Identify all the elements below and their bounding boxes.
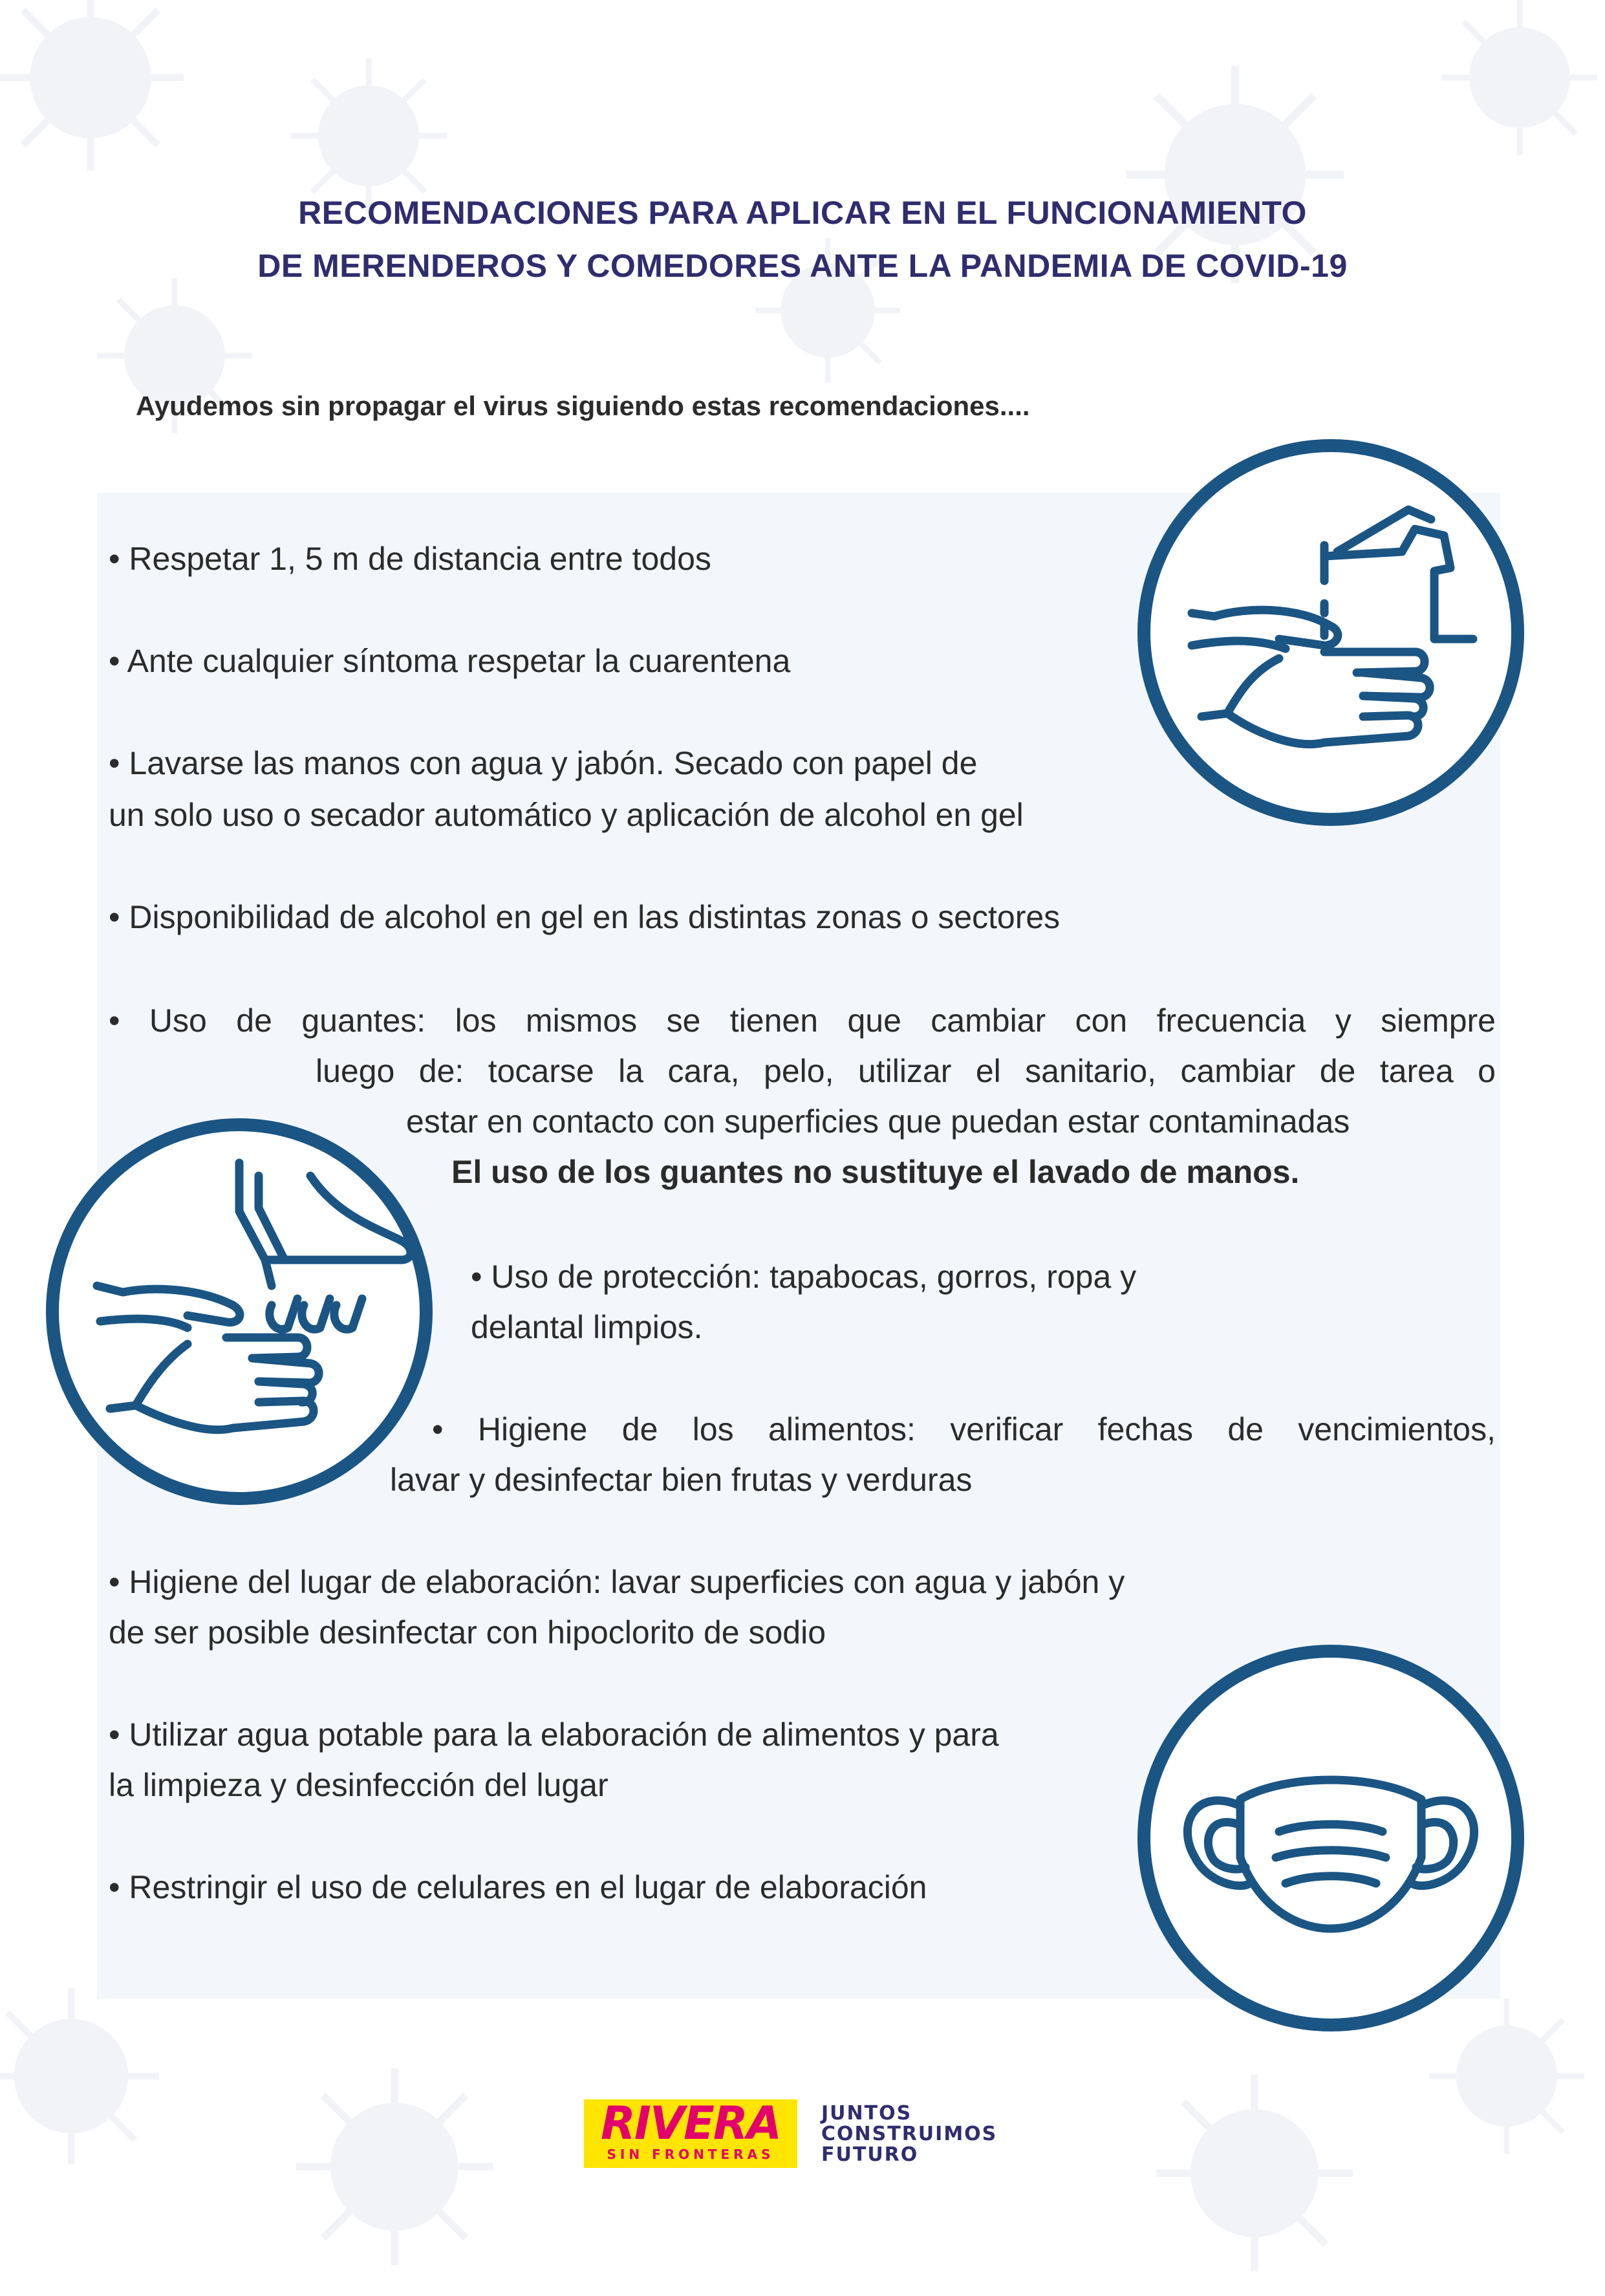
item-place-line-2: de ser posible desinfectar con hipoclorito de sodio — [109, 1614, 826, 1651]
item-distance: • Respetar 1, 5 m de distancia entre todos — [109, 541, 711, 577]
item-gel: • Disponibilidad de alcohol en gel en las distintas zonas o sectores — [109, 899, 1061, 935]
virus-icon — [1423, 0, 1605, 175]
item-food-line-2: lavar y desinfectar bien frutas y verduras — [390, 1462, 973, 1498]
item-food-line-1: • Higiene de los alimentos: verificar fechas de vencimientos, — [432, 1411, 1496, 1447]
slogan-line-3: FUTURO — [821, 2143, 919, 2166]
item-water-line-1: • Utilizar agua potable para la elaboración de alimentos y para — [109, 1717, 999, 1753]
item-handwash-line-1: • Lavarse las manos con agua y jabón. Secado con papel de — [109, 745, 978, 781]
item-quarantine: • Ante cualquier síntoma respetar la cuarentena — [109, 643, 791, 679]
virus-icon — [1132, 2050, 1377, 2296]
item-phones: • Restringir el uso de celulares en el lugar de elaboración — [109, 1869, 927, 1905]
page-title — [0, 186, 1605, 292]
title-line-1: RECOMENDACIONES PARA APLICAR EN EL FUNCIONAMIENTO — [298, 195, 1307, 231]
item-protection-line-1: • Uso de protección: tapabocas, gorros, ropa y — [471, 1259, 1137, 1295]
slogan — [821, 2103, 997, 2165]
virus-icon — [272, 2044, 517, 2290]
glove-hands-icon — [39, 1111, 440, 1512]
logo-rivera-text: RIVERA — [600, 2097, 781, 2150]
hand-washing-icon — [1130, 432, 1531, 833]
item-water-line-2: la limpieza y desinfección del lugar — [109, 1767, 609, 1803]
rivera-logo — [584, 2099, 797, 2168]
item-handwash-line-2: un solo uso o secador automático y aplicación de alcohol en gel — [109, 797, 1024, 833]
subtitle: Ayudemos sin propagar el virus siguiendo estas recomendaciones.... — [136, 391, 1030, 421]
logo-subtitle: SIN FRONTERAS — [607, 2147, 775, 2162]
item-place-line-1: • Higiene del lugar de elaboración: lavar superficies con agua y jabón y — [109, 1564, 1125, 1600]
item-protection-line-2: delantal limpios. — [471, 1309, 703, 1345]
slogan-line-1: JUNTOS — [821, 2102, 912, 2125]
face-mask-icon — [1130, 1638, 1531, 2039]
virus-icon — [0, 1966, 181, 2186]
item-gloves-line-2: luego de: tocarse la cara, pelo, utilizar el sanitario, cambiar de tarea o — [316, 1053, 1496, 1089]
slogan-line-2: CONSTRUIMOS — [821, 2123, 998, 2145]
virus-icon — [0, 0, 207, 194]
title-line-2: DE MERENDEROS Y COMEDORES ANTE LA PANDEMIA DE COVID-19 — [257, 248, 1348, 284]
item-gloves-line-1: • Uso de guantes: los mismos se tienen que cambiar con frecuencia y siempre — [109, 1002, 1496, 1039]
item-gloves-note: El uso de los guantes no sustituye el lavado de manos. — [451, 1154, 1300, 1190]
item-gloves-line-3: estar en contacto con superficies que puedan estar contaminadas — [406, 1103, 1350, 1140]
